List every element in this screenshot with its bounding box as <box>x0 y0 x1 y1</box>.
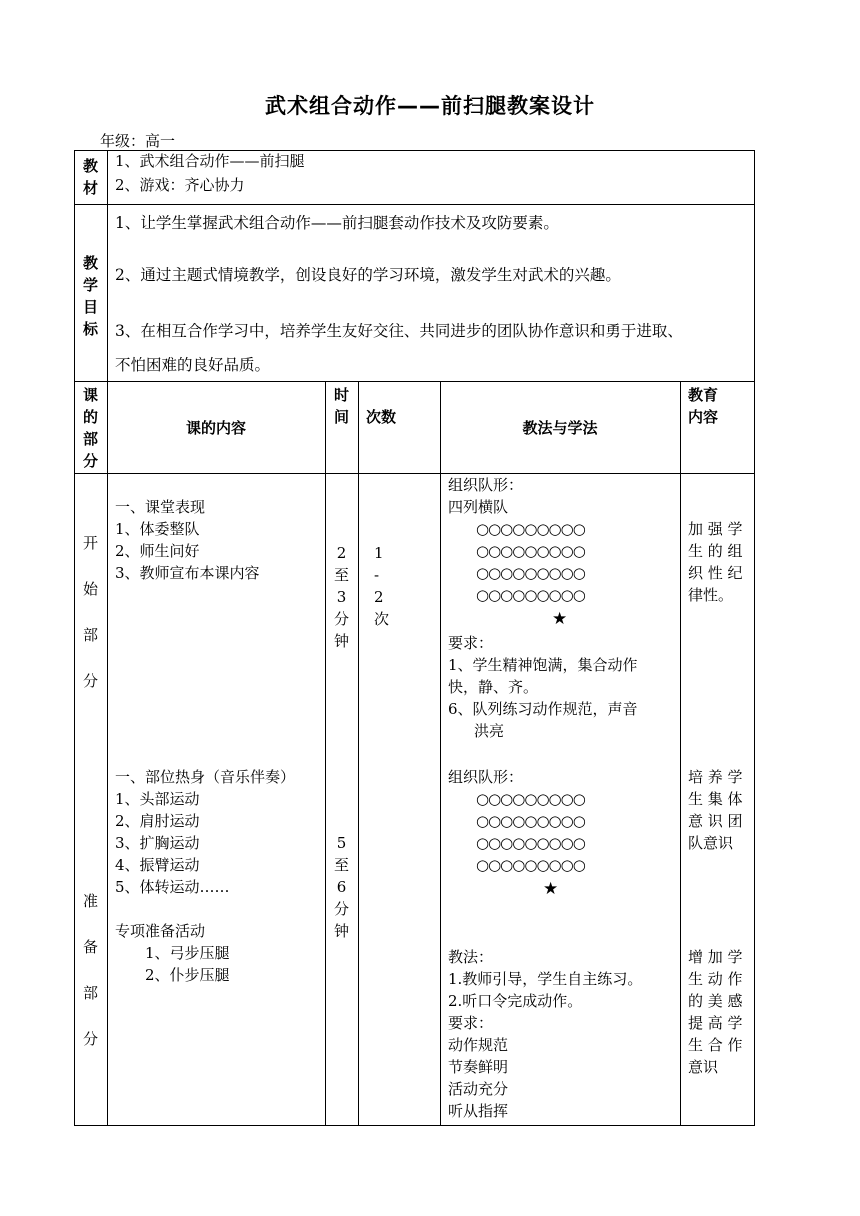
column-education: 教育 内容 <box>688 386 719 426</box>
start-count: 1 - 2 次 <box>374 544 390 628</box>
start-formation: ○○○○○○○○○ ○○○○○○○○○ ○○○○○○○○○ ○○○○○○○○○ <box>476 520 585 604</box>
start-content: 一、课堂表现 1、体委整队 2、师生问好 3、教师宣布本课内容 <box>115 498 260 582</box>
column-content: 课的内容 <box>185 419 246 437</box>
divider <box>107 204 108 382</box>
grade-label: 年级：高一 <box>100 132 176 150</box>
divider <box>107 150 108 205</box>
objectives-header: 教 学 目 标 <box>82 254 98 338</box>
prep-time: 5 至 6 分 钟 <box>333 834 349 940</box>
prep-formation: ○○○○○○○○○ ○○○○○○○○○ ○○○○○○○○○ ○○○○○○○○○ <box>476 790 585 874</box>
prep-content: 一、部位热身（音乐伴奏） 1、头部运动 2、肩肘运动 3、扩胸运动 4、振臂运动 5、体转运动…… 专项准备活动 1、弓步压腿 2、仆步压腿 <box>115 768 296 984</box>
objective-item: 2、通过主题式情境教学，创设良好的学习环境，激发学生对武术的兴趣。 <box>115 266 621 284</box>
prep-education-top: 培 养 学 生 集 体 意 识 团 队意识 <box>688 768 743 852</box>
page-title: 武术组合动作——前扫腿教案设计 <box>265 94 595 118</box>
prep-part-label: 准 备 部 分 <box>82 892 98 1048</box>
start-method-bottom: 要求： 1、学生精神饱满，集合动作 快，静、齐。 6、队列练习动作规范，声音 洪亮 <box>448 634 638 740</box>
prep-method-bottom: 教法： 1.教师引导，学生自主练习。 2.听口令完成动作。 要求： 动作规范 节奏鲜明 活动充分 听从指挥 <box>448 948 643 1120</box>
teacher-star-icon: ★ <box>552 609 568 629</box>
prep-method-top: 组织队形： <box>448 768 524 786</box>
material-item: 1、武术组合动作——前扫腿 <box>115 152 305 170</box>
material-item: 2、游戏：齐心协力 <box>115 176 245 194</box>
start-time: 2 至 3 分 钟 <box>333 544 349 650</box>
material-header: 教 材 <box>82 157 98 197</box>
start-method-top: 组织队形： 四列横队 <box>448 476 524 516</box>
column-method: 教法与学法 <box>522 419 598 437</box>
objective-item: 不怕困难的良好品质。 <box>115 356 271 374</box>
prep-education-bottom: 增 加 学 生 动 作 的 美 感 提 高 学 生 合 作 意识 <box>688 948 743 1076</box>
column-part: 课 的 部 分 <box>82 386 98 470</box>
objective-item: 3、在相互合作学习中，培养学生友好交往、共同进步的团队协作意识和勇于进取、 <box>115 322 683 340</box>
column-count: 次数 <box>366 408 397 426</box>
start-education: 加 强 学 生 的 组 织 性 纪 律性。 <box>688 520 743 604</box>
objective-item: 1、让学生掌握武术组合动作——前扫腿套动作技术及攻防要素。 <box>115 214 559 232</box>
start-part-label: 开 始 部 分 <box>82 534 98 690</box>
column-time: 时 间 <box>333 386 349 426</box>
teacher-star-icon: ★ <box>543 879 559 899</box>
